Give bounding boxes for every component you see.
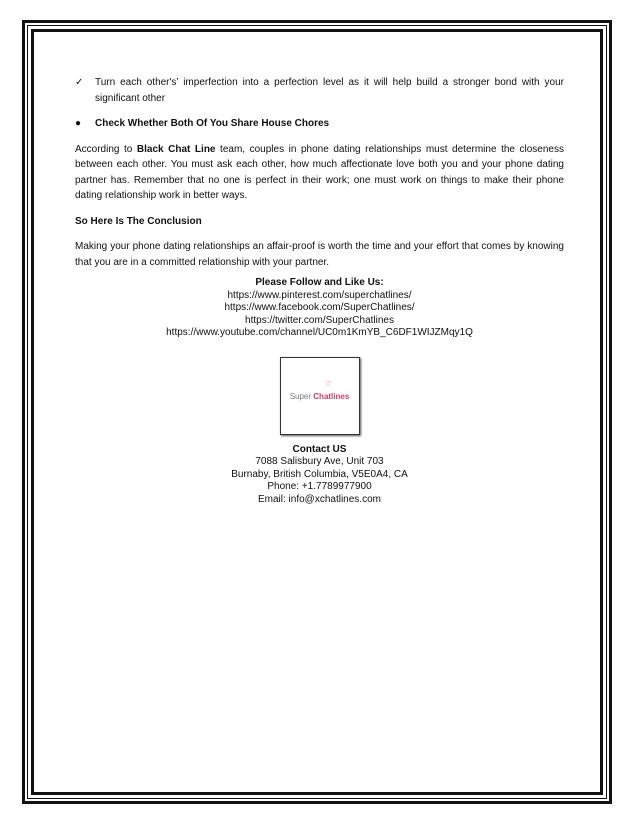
super-chatlines-logo <box>280 357 360 435</box>
page-content <box>75 75 564 506</box>
logo-word-bold: Chatlines <box>313 391 350 401</box>
paragraph-text-start: According to <box>75 143 137 155</box>
logo-wordmark <box>281 389 359 405</box>
brand-name: Black Chat Line <box>136 143 216 155</box>
bullet-dot-icon: ● <box>75 118 82 129</box>
contact-email[interactable]: Email: info@xchatlines.com <box>258 493 381 505</box>
bullet-item-house-chores <box>75 116 564 132</box>
youtube-link[interactable]: https://www.youtube.com/channel/UC0m1KmYB_C6DF1WIJZMqy1Q <box>166 327 473 338</box>
bullet-item-imperfection <box>75 75 564 106</box>
follow-heading: Please Follow and Like Us: <box>255 277 384 288</box>
bullet-text: Turn each other's’ imperfection into a perfection level as it will help build a stronger bond with your significant other <box>95 77 564 104</box>
follow-section <box>75 277 564 340</box>
conclusion-heading: So Here Is The Conclusion <box>75 215 202 227</box>
contact-city-line: Burnaby, British Columbia, V5E0A4, CA <box>231 468 408 480</box>
twitter-link[interactable]: https://twitter.com/SuperChatlines <box>245 314 394 326</box>
checkmark-icon: ✓ <box>75 77 84 88</box>
paragraph-closeness <box>75 142 564 204</box>
pinterest-link[interactable]: https://www.pinterest.com/superchatlines/ <box>227 289 412 301</box>
contact-heading: Contact US <box>292 443 347 455</box>
facebook-link[interactable]: https://www.facebook.com/SuperChatlines/ <box>224 302 415 313</box>
contact-address-line: 7088 Salisbury Ave, Unit 703 <box>255 456 384 467</box>
paragraph-conclusion: Making your phone dating relationships an affair-proof is worth the time and your effort that comes by knowing that you are in a committed relationship with your partner. <box>75 241 564 268</box>
logo-word-light: Super <box>289 391 312 401</box>
paragraph-text-rest: team, couples in phone dating relationships must determine the closeness between each other. You must ask each other, how much affectionate love both you and your phone dating partner has. Remember that no one is perfect in their work; one must work on things to make their phone dating relationship work in better ways. <box>75 143 564 201</box>
contact-phone: Phone: +1.7789977900 <box>267 481 372 492</box>
bullet-heading: Check Whether Both Of You Share House Chores <box>95 118 330 129</box>
heart-icon: ♡ <box>325 380 332 388</box>
contact-section <box>75 444 564 507</box>
